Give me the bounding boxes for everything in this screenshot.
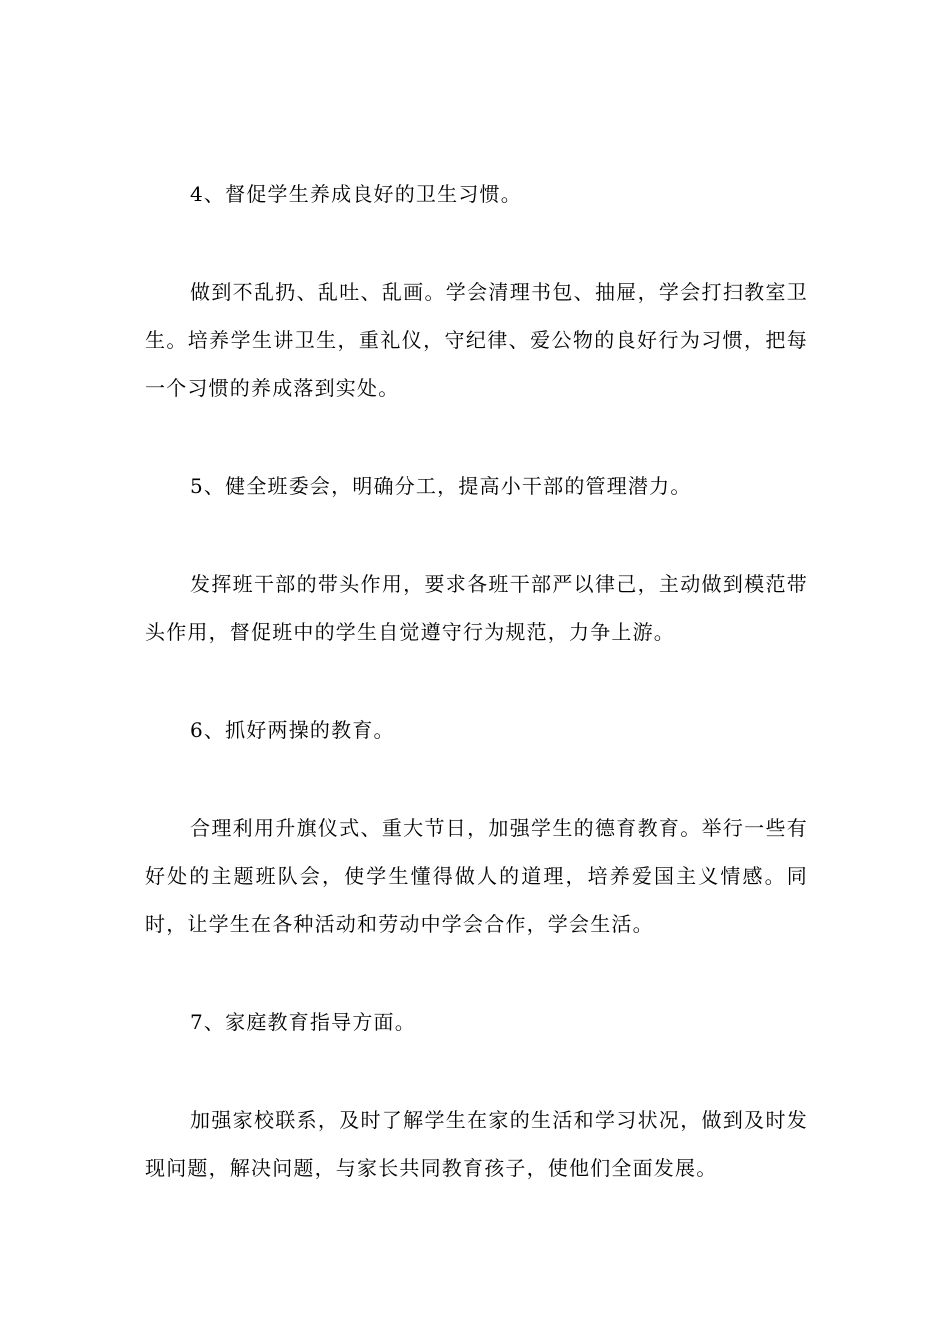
section-body-6: 合理利用升旗仪式、重大节日，加强学生的德育教育。举行一些有好处的主题班队会，使学生懂得做人的道理，培养爱国主义情感。同时，让学生在各种活动和劳动中学会合作，学会生活。 [145,816,808,936]
document-body [145,170,808,1192]
section-body-7: 加强家校联系，及时了解学生在家的生活和学习状况，做到及时发现问题，解决问题，与家长共同教育孩子，使他们全面发展。 [145,1108,808,1180]
section-heading-7: 7、家庭教育指导方面。 [190,1010,416,1034]
section-heading-6: 6、抓好两操的教育。 [190,718,395,742]
section-heading-4: 4、督促学生养成良好的卫生习惯。 [190,182,522,206]
section-heading-5: 5、健全班委会，明确分工，提高小干部的管理潜力。 [190,474,692,498]
section-body-5: 发挥班干部的带头作用，要求各班干部严以律己，主动做到模范带头作用，督促班中的学生自觉遵守行为规范，力争上游。 [145,572,808,644]
section-body-4: 做到不乱扔、乱吐、乱画。学会清理书包、抽屉，学会打扫教室卫生。培养学生讲卫生，重礼仪，守纪律、爱公物的良好行为习惯，把每一个习惯的养成落到实处。 [145,280,808,400]
